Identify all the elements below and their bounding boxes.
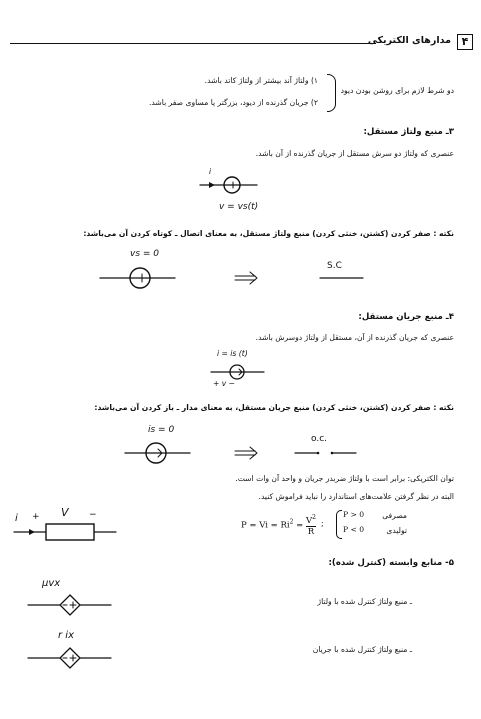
fig-open-circuit-label: o.c.	[311, 434, 328, 444]
power-formula: $P = Vi = Ri^2$ = $\frac{V^2}{R}$	[241, 514, 316, 537]
ccvs-diagram	[25, 643, 115, 673]
vcvs-diagram	[25, 590, 115, 620]
fig-current-equation: i = is (t)	[217, 349, 248, 358]
fig-voltage-polarity: + v −	[213, 379, 236, 388]
vcvs-description: ـ منبع ولتاژ کنترل شده با ولتاژ	[317, 597, 412, 606]
section5-heading: ۵- منابع وابسته (کنترل شده):	[328, 558, 454, 568]
chapter-number-box	[457, 34, 473, 50]
diode-conditions-lead: دو شرط لازم برای روشن بودن دیود	[340, 86, 454, 95]
fig-is-zero-label: is = 0	[148, 425, 175, 435]
resistor-voltage-label: V	[61, 506, 69, 519]
section4-heading: ۴ـ منبع جریان مستقل:	[358, 312, 454, 322]
fig-short-circuit-label: S.C	[327, 261, 342, 271]
power-condition-1-label: مصرفی	[382, 511, 407, 520]
formula-separator: ;	[321, 519, 324, 528]
diode-condition-2: ۲) جریان گذرنده از دیود، بزرگتر یا مساوی صفر باشد.	[149, 98, 318, 107]
header-rule	[10, 43, 376, 44]
fig-vs-zero-label: vs = 0	[130, 249, 160, 259]
resistor-current-label: i	[15, 513, 18, 524]
power-condition-2: P < 0	[343, 525, 365, 534]
diode-condition-1: ۱) ولتاژ آند بیشتر از ولتاژ کاتد باشد.	[204, 76, 318, 85]
conditions-brace	[327, 74, 336, 112]
section3-note: نکته : صفر کردن (کشتن، خنثی کردن) منبع ولتاژ مستقل، به معنای اتصال ـ کوتاه کردن آن می‌باشد:	[83, 229, 454, 238]
power-line-1: توان الکتریکی: برابر است با ولتاژ ضربدر جریان و واحد آن وات است.	[235, 474, 454, 483]
power-condition-1: P > 0	[343, 510, 365, 519]
fig-voltage-equation: v = vs(t)	[219, 202, 259, 212]
power-condition-2-label: تولیدی	[386, 526, 407, 535]
vcvs-label: μvx	[42, 578, 61, 589]
ccvs-description: ـ منبع ولتاژ کنترل شده با جریان	[312, 645, 412, 654]
chapter-title: مدارهای الکتریکی	[367, 35, 451, 46]
fig-current-label: i	[209, 167, 212, 176]
section3-description: عنصری که ولتاژ دو سرش مستقل از جریان گذرنده از آن باشد.	[255, 149, 454, 158]
section4-description: عنصری که جریان گذرنده از آن، مستقل از ولتاژ دوسرش باشد.	[255, 333, 454, 342]
power-line-2: البته در نظر گرفتن علامت‌های استاندارد را نباید فراموش کنید.	[258, 492, 454, 501]
section3-heading: ۳ـ منبع ولتاژ مستقل:	[363, 127, 454, 137]
ccvs-label: r ix	[58, 630, 74, 641]
chapter-number: ۴	[461, 35, 469, 48]
power-conditions-brace	[336, 510, 342, 539]
resistor-minus-label: −	[89, 510, 97, 520]
section4-note: نکته : صفر کردن (کشتن، خنثی کردن) منبع جریان مستقل، به معنای مدار ـ باز کردن آن می‌باشد:	[94, 403, 454, 412]
resistor-plus-label: +	[32, 512, 40, 522]
